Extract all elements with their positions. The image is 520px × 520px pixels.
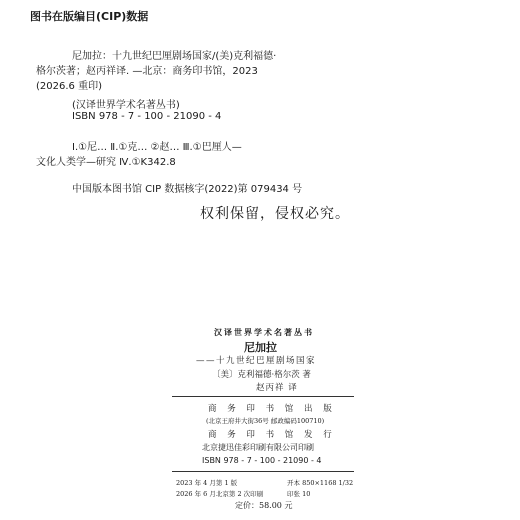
series-name: 汉译世界学术名著丛书 [214, 327, 314, 337]
publisher-line: 商 务 印 书 馆 出 版 [208, 404, 336, 414]
colophon-isbn: ISBN 978 - 7 - 100 - 21090 - 4 [202, 456, 322, 465]
edition-first: 2023 年 4 月第 1 版 [176, 479, 238, 487]
distributor-line: 商 务 印 书 馆 发 行 [208, 430, 336, 440]
cip-isbn-line: ISBN 978 - 7 - 100 - 21090 - 4 [72, 111, 222, 122]
book-subtitle: ——十九世纪巴厘剧场国家 [196, 356, 317, 366]
cip-author-line: 格尔茨著；赵丙祥译. —北京：商务印书馆，2023 [36, 66, 258, 77]
cip-number-line: 中国版本图书馆 CIP 数据核字(2022)第 079434 号 [72, 184, 303, 195]
price: 定价：58.00 元 [235, 501, 293, 510]
cip-classification-line: Ⅰ.①尼… Ⅱ.①克… ②赵… Ⅲ.①巴厘人— [72, 142, 242, 153]
divider-bottom [172, 471, 354, 472]
printer-line: 北京捷迅佳彩印刷有限公司印刷 [202, 443, 314, 452]
cip-title-line: 尼加拉：十九世纪巴厘剧场国家/(美)克利福德· [72, 51, 277, 62]
cip-title: 图书在版编目(CIP)数据 [30, 10, 149, 23]
printing-sheets: 印张 10 [287, 490, 311, 498]
publisher-address: (北京王府井大街36号 邮政编码100710) [206, 417, 325, 425]
author-credit: 〔美〕克利福德·格尔茨 著 [212, 370, 311, 380]
page-format: 开本 850×1168 1/32 [287, 479, 354, 487]
divider-top [172, 396, 354, 397]
edition-reprint: 2026 年 6 月北京第 2 次印刷 [176, 490, 264, 498]
translator-credit: 赵丙祥 译 [256, 383, 298, 393]
cip-classification-line-2: 文化人类学—研究 Ⅳ.①K342.8 [36, 157, 176, 168]
cip-reprint-line: (2026.6 重印) [36, 81, 102, 92]
rights-statement: 权利保留，侵权必究。 [200, 206, 350, 222]
cip-series-line: (汉译世界学术名著丛书) [72, 100, 180, 111]
book-title: 尼加拉 [244, 341, 277, 354]
